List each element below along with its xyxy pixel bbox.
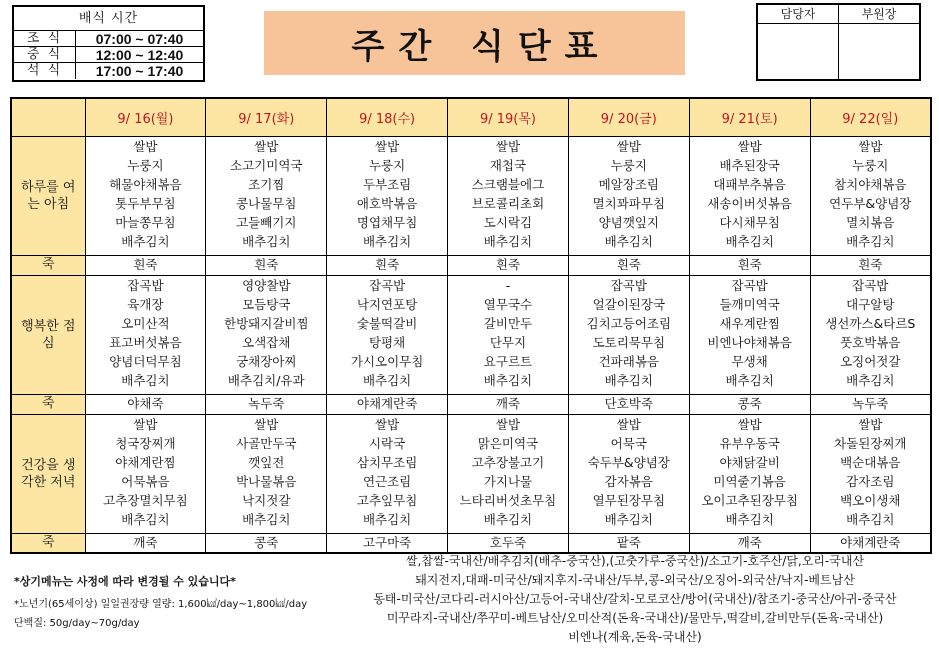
menu-item: 누룽지 [127, 157, 164, 173]
menu-item: 깻잎전 [248, 454, 285, 470]
menu-item: 배추김치 [604, 511, 653, 527]
menu-item: 마늘쫑무침 [115, 214, 176, 230]
protein-note: 단백질: 50g/day~70g/day [14, 618, 140, 629]
menu-item: 열무된장무침 [592, 492, 666, 508]
menu-item: 시락국 [368, 435, 406, 451]
menu-item: 건파래볶음 [598, 353, 659, 369]
dinner-menu-cell [689, 414, 810, 533]
dinner-row [11, 414, 931, 533]
porridge-cell: 흰죽 [810, 255, 931, 275]
breakfast-menu-cell [327, 136, 448, 255]
breakfast-menu-cell [568, 136, 689, 255]
menu-item: 명엽채무침 [356, 214, 418, 230]
menu-item: 표고버섯볶음 [109, 334, 182, 350]
lunch-menu-cell [810, 275, 931, 394]
menu-item: 도시락김 [483, 214, 533, 230]
menu-item: 두부조림 [362, 176, 412, 192]
porridge-cell: 단호박죽 [568, 394, 689, 414]
porridge-cell: 야채계란죽 [810, 533, 931, 553]
menu-item: 미역줄기볶음 [713, 473, 786, 489]
menu-item: 백오이생채 [840, 492, 901, 508]
menu-item: 배추김치 [362, 372, 412, 388]
menu-item: 새송이버섯볶음 [707, 195, 792, 211]
menu-item: 잡곡밥 [852, 277, 889, 293]
menu-item: 육개장 [127, 296, 164, 312]
lunch-menu-cell [327, 275, 448, 394]
menu-item: 배추김치 [604, 372, 653, 388]
menu-item: 도토리묵무침 [592, 334, 666, 350]
menu-item: 탕평채 [368, 334, 406, 350]
menu-item: 어묵국 [610, 435, 647, 451]
meal-time-box [12, 5, 205, 82]
menu-item: 쌀밥 [737, 416, 762, 432]
porridge-cell: 야채죽 [85, 394, 206, 414]
breakfast-row [11, 136, 931, 255]
menu-item: 감자볶음 [604, 473, 653, 489]
menu-item: 배추김치/유과 [227, 372, 305, 388]
porridge-cell: 흰죽 [689, 255, 810, 275]
porridge-cell: 흰죽 [85, 255, 206, 275]
menu-item: 쌀밥 [858, 416, 883, 432]
menu-item: 열무국수 [483, 296, 533, 312]
menu-item: 배추김치 [242, 233, 291, 249]
origin-line: 미꾸라지-국내산/쭈꾸미-베트남산/오미산적(돈육-국내산)/물만두,떡갈비,갈비만두(돈육-국내산) [386, 611, 884, 625]
menu-item: 조기찜 [248, 176, 285, 192]
day-header-row [11, 98, 931, 136]
day-header: 9/ 22(일) [810, 98, 931, 136]
meal-time-value: 17:00 ~ 17:40 [95, 63, 184, 79]
dinner-label: 건강을 생각한 저녁 [11, 414, 85, 533]
menu-item: 연근조림 [362, 473, 412, 489]
dinner-menu-cell [206, 414, 327, 533]
menu-item: 쌀밥 [858, 138, 883, 154]
menu-item: - [505, 277, 511, 293]
day-header: 9/ 19(목) [448, 98, 569, 136]
dinner-porridge-row [11, 533, 931, 553]
porridge-cell: 흰죽 [206, 255, 327, 275]
porridge-cell: 깨죽 [85, 533, 206, 553]
menu-item: 누룽지 [852, 157, 889, 173]
lunch-menu-cell [85, 275, 206, 394]
menu-item: 청국장찌개 [115, 435, 176, 451]
menu-item: 멸치꽈파무침 [592, 195, 666, 211]
lunch-row [11, 275, 931, 394]
lunch-porridge-row [11, 394, 931, 414]
meal-time-label: 조 식 [14, 31, 76, 46]
breakfast-menu-cell [85, 136, 206, 255]
day-header: 9/ 21(토) [689, 98, 810, 136]
page-title-box [264, 11, 685, 75]
menu-item: 스크램블에그 [471, 176, 545, 192]
origin-line: 쌀,찹쌀-국내산/배추김치(배추-중국산),(고춧가루-중국산)/소고기-호주산/닭,오리-국내산 [405, 554, 865, 568]
meal-time-value: 07:00 ~ 07:40 [95, 31, 184, 47]
menu-item: 배추김치 [362, 511, 412, 527]
menu-item: 소고기미역국 [230, 157, 303, 173]
menu-item: 배추김치 [846, 511, 895, 527]
menu-item: 잡곡밥 [127, 277, 164, 293]
dinner-menu-cell [85, 414, 206, 533]
menu-item: 맑은미역국 [477, 435, 539, 451]
menu-item: 배추김치 [121, 233, 170, 249]
menu-item: 사골만두국 [236, 435, 297, 451]
menu-item: 얼갈이된장국 [592, 296, 666, 312]
menu-item: 쌀밥 [254, 138, 279, 154]
meal-time-value: 12:00 ~ 12:40 [95, 47, 184, 63]
page-title: 주간 식단표 [351, 26, 612, 67]
breakfast-menu-cell [810, 136, 931, 255]
menu-item: 생선까스&타르S [825, 315, 916, 331]
menu-item: 쌀밥 [616, 416, 641, 432]
porridge-cell: 녹두죽 [206, 394, 327, 414]
dinner-menu-cell [810, 414, 931, 533]
menu-item: 낙지연포탕 [356, 296, 418, 312]
porridge-cell: 야채계란죽 [327, 394, 448, 414]
dinner-menu-cell [448, 414, 569, 533]
menu-item: 배추김치 [483, 233, 533, 249]
menu-item: 박나물볶음 [236, 473, 297, 489]
menu-item: 느타리버섯초무침 [459, 492, 557, 508]
menu-item: 쌀밥 [133, 138, 158, 154]
menu-item: 배추김치 [604, 233, 653, 249]
origin-line: 돼지전지,대패-미국산/돼지후지-국내산/두부,콩-외국산/오징어-외국산/낙지-베트남산 [415, 573, 855, 587]
day-header: 9/ 16(월) [85, 98, 206, 136]
porridge-cell: 호두죽 [448, 533, 569, 553]
menu-item: 누룽지 [610, 157, 647, 173]
breakfast-label: 하루를 여는 아침 [11, 136, 85, 255]
porridge-cell: 콩죽 [689, 394, 810, 414]
porridge-cell: 녹두죽 [810, 394, 931, 414]
porridge-cell: 흰죽 [327, 255, 448, 275]
menu-item: 유부우동국 [719, 435, 780, 451]
approval-box [756, 3, 921, 81]
menu-item: 오미산적 [121, 315, 170, 331]
breakfast-menu-cell [206, 136, 327, 255]
menu-item: 브로콜리초회 [471, 195, 545, 211]
menu-item: 양념깻잎지 [598, 214, 659, 230]
menu-item: 쌀밥 [737, 138, 762, 154]
menu-item: 새우계란찜 [719, 315, 780, 331]
approval-column-manager [758, 5, 839, 79]
menu-item: 고들빼기지 [236, 214, 297, 230]
menu-item: 쌀밥 [375, 138, 400, 154]
menu-item: 야채닭갈비 [719, 454, 780, 470]
menu-item: 잡곡밥 [610, 277, 647, 293]
menu-item: 감자조림 [846, 473, 895, 489]
menu-item: 오징어젓갈 [840, 353, 901, 369]
menu-item: 고추장멸치무침 [103, 492, 188, 508]
menu-item: 배추김치 [725, 372, 774, 388]
lunch-menu-cell [568, 275, 689, 394]
lunch-menu-cell [689, 275, 810, 394]
menu-item: 연두부&양념장 [829, 195, 912, 211]
approval-column-vice-director [839, 5, 919, 79]
origin-line: 동태-미국산/코다리-러시아산/고등어-국내산/갈치-모로코산/방어(국내산)/참조기-중국산/아귀-중국산 [373, 592, 897, 606]
menu-item: 단무지 [489, 334, 527, 350]
menu-item: 어묵볶음 [121, 473, 170, 489]
menu-item: 대구알탕 [846, 296, 895, 312]
approval-header: 부원장 [839, 5, 919, 24]
menu-item: 영양찰밥 [242, 277, 291, 293]
menu-item: 가시오이무침 [350, 353, 424, 369]
menu-item: 숯불떡갈비 [356, 315, 418, 331]
menu-item: 궁채장아찌 [236, 353, 297, 369]
menu-item: 콩나물무침 [236, 195, 297, 211]
day-header: 9/ 18(수) [327, 98, 448, 136]
menu-table [10, 97, 932, 554]
menu-item: 숙두부&양념장 [587, 454, 670, 470]
menu-item: 갈비만두 [483, 315, 533, 331]
menu-item: 모듬탕국 [242, 296, 291, 312]
menu-item: 배추된장국 [719, 157, 780, 173]
menu-item: 쌀밥 [616, 138, 641, 154]
menu-item: 배추김치 [483, 511, 533, 527]
lunch-menu-cell [206, 275, 327, 394]
corner-cell [11, 98, 85, 136]
menu-item: 쌀밥 [495, 138, 521, 154]
meal-time-label: 석 식 [14, 63, 76, 79]
menu-item: 다시채무침 [719, 214, 780, 230]
porridge-cell: 흰죽 [448, 255, 569, 275]
menu-item: 메알장조림 [598, 176, 659, 192]
menu-item: 낙지젓갈 [242, 492, 291, 508]
menu-item: 배추김치 [242, 511, 291, 527]
menu-item: 요구르트 [483, 353, 533, 369]
menu-item: 가지나물 [483, 473, 533, 489]
porridge-cell: 팥죽 [568, 533, 689, 553]
porridge-cell: 깨죽 [448, 394, 569, 414]
porridge-cell: 흰죽 [568, 255, 689, 275]
origin-line: 비엔나(계육,돈육-국내산) [568, 630, 702, 644]
menu-item: 배추김치 [725, 233, 774, 249]
lunch-label: 행복한 점심 [11, 275, 85, 394]
menu-item: 재첩국 [489, 157, 527, 173]
menu-item: 차돌된장찌개 [834, 435, 907, 451]
meal-time-row-dinner [14, 63, 203, 79]
menu-item: 삼치무조림 [356, 454, 418, 470]
menu-item: 잡곡밥 [368, 277, 406, 293]
menu-item: 톳두부무침 [115, 195, 176, 211]
menu-item: 쌀밥 [133, 416, 158, 432]
menu-item: 참치야채볶음 [834, 176, 907, 192]
menu-item: 배추김치 [121, 511, 170, 527]
menu-item: 양념더덕무침 [109, 353, 182, 369]
menu-item: 야채계란찜 [115, 454, 176, 470]
menu-item: 한방돼지갈비찜 [224, 315, 309, 331]
menu-item: 비엔나야채볶음 [707, 334, 792, 350]
calorie-note: *노년기(65세이상) 일일권장량 열량: 1,600㎉/day~1,800㎉/day [14, 599, 308, 610]
menu-item: 들깨미역국 [719, 296, 780, 312]
menu-item: 백순대볶음 [840, 454, 901, 470]
breakfast-menu-cell [689, 136, 810, 255]
menu-item: 애호박볶음 [356, 195, 418, 211]
porridge-cell: 깨죽 [689, 533, 810, 553]
menu-item: 무생채 [731, 353, 768, 369]
menu-item: 배추김치 [362, 233, 412, 249]
meal-time-row-lunch [14, 47, 203, 63]
menu-item: 쌀밥 [254, 416, 279, 432]
menu-item: 배추김치 [483, 372, 533, 388]
menu-item: 배추김치 [846, 372, 895, 388]
porridge-label: 죽 [11, 255, 85, 275]
menu-item: 쌀밥 [495, 416, 521, 432]
meal-time-row-breakfast [14, 31, 203, 47]
menu-item: 고추잎무침 [356, 492, 418, 508]
approval-header: 담당자 [758, 5, 838, 24]
porridge-label: 죽 [11, 394, 85, 414]
menu-item: 오색잡채 [242, 334, 291, 350]
menu-item: 멸치볶음 [846, 214, 895, 230]
signature-area[interactable] [758, 24, 838, 79]
meal-time-title: 배식 시간 [14, 7, 203, 31]
porridge-cell: 고구마죽 [327, 533, 448, 553]
menu-item: 배추김치 [846, 233, 895, 249]
breakfast-porridge-row [11, 255, 931, 275]
day-header: 9/ 20(금) [568, 98, 689, 136]
menu-item: 배추김치 [725, 511, 774, 527]
menu-item: 풋호박볶음 [840, 334, 901, 350]
breakfast-menu-cell [448, 136, 569, 255]
menu-item: 잡곡밥 [731, 277, 768, 293]
meal-time-label: 중 식 [14, 47, 76, 62]
change-notice: *상기메뉴는 사정에 따라 변경될 수 있습니다* [14, 575, 236, 588]
signature-area[interactable] [839, 24, 919, 79]
menu-item: 배추김치 [121, 372, 170, 388]
menu-item: 누룽지 [368, 157, 406, 173]
menu-item: 해물야채볶음 [109, 176, 182, 192]
menu-item: 김치고등어조림 [586, 315, 672, 331]
lunch-menu-cell [448, 275, 569, 394]
menu-item: 쌀밥 [375, 416, 400, 432]
menu-item: 오이고추된장무침 [701, 492, 798, 508]
porridge-label: 죽 [11, 533, 85, 553]
dinner-menu-cell [568, 414, 689, 533]
day-header: 9/ 17(화) [206, 98, 327, 136]
porridge-cell: 콩죽 [206, 533, 327, 553]
dinner-menu-cell [327, 414, 448, 533]
origin-info [340, 552, 930, 647]
menu-item: 대패부추볶음 [713, 176, 786, 192]
menu-item: 고추장불고기 [471, 454, 545, 470]
